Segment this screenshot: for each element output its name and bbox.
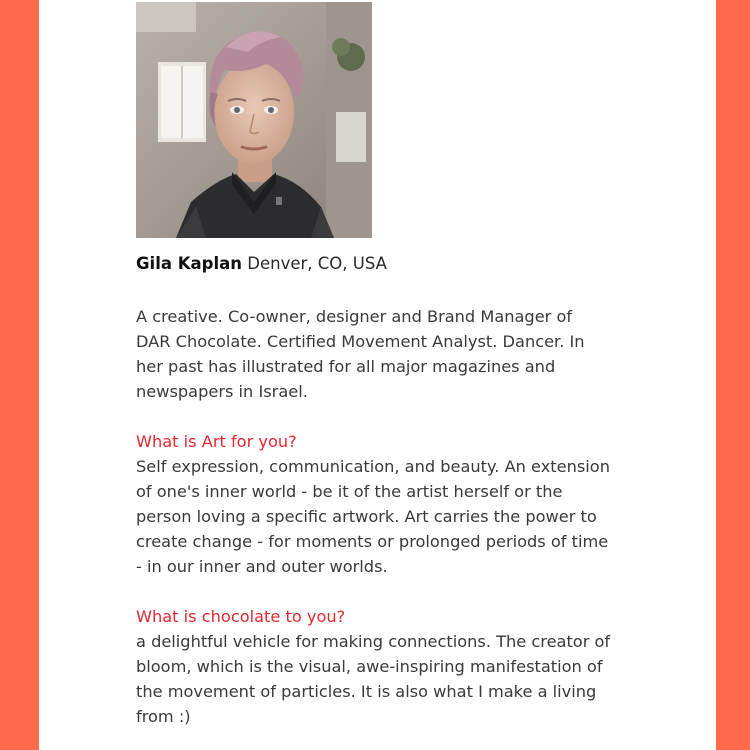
profile-location: Denver, CO, USA — [247, 254, 387, 273]
bio-text: A creative. Co-owner, designer and Brand Manager of DAR Chocolate. Certified Movement Analyst. Dancer. In her past has illustrated for all major magazines and newspapers in Israel. — [136, 307, 585, 401]
question-chocolate: What is chocolate to you? — [136, 607, 346, 626]
profile-byline — [136, 253, 387, 275]
profile-name: Gila Kaplan — [136, 254, 243, 273]
answer-art: Self expression, communication, and beauty. An extension of one's inner world - be it of the artist herself or the person loving a specific artwork. Art carries the power to create change - for moments or prolonged periods of time - in our inner and outer worlds. — [136, 457, 610, 576]
answer-chocolate: a delightful vehicle for making connections. The creator of bloom, which is the visual, awe-inspiring manifestation of the movement of particles. It is also what I make a living from :) — [136, 632, 611, 726]
profile-photo — [136, 2, 372, 238]
article-card — [39, 0, 716, 750]
question-art: What is Art for you? — [136, 432, 297, 451]
